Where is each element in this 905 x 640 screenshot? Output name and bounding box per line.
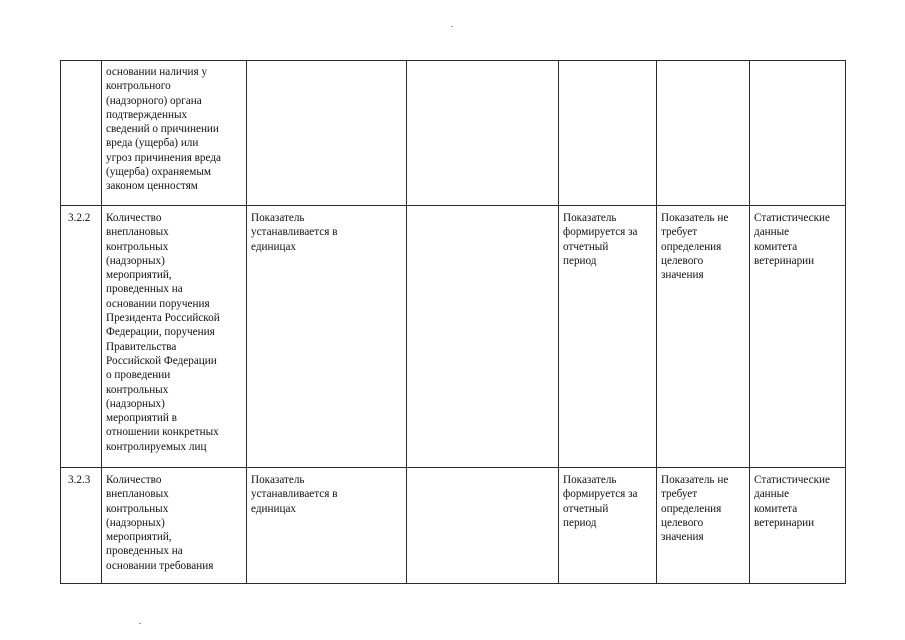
period-cell: Показатель формируется за отчетный период <box>563 474 638 529</box>
source-cell: Статистические данные комитета ветеринарии <box>754 212 830 267</box>
row-divider <box>60 205 846 206</box>
target-cell: Показатель не требует определения целевого значения <box>661 212 729 282</box>
indicator-cell: Количество внеплановых контрольных (надзорных) мероприятий, проведенных на основании поручения Президента Российской Федерации, поручения Правительства Российской Федерации о проведении контрольных (надзорных) мероприятий в отношении конкретных контролируемых лиц <box>106 212 220 453</box>
column-divider <box>656 60 657 583</box>
scan-speck <box>139 623 141 624</box>
target-cell: Показатель не требует определения целевого значения <box>661 474 729 544</box>
column-divider <box>60 60 61 583</box>
table-border-top <box>60 60 846 61</box>
column-divider <box>749 60 750 583</box>
table-border-bottom <box>60 583 846 584</box>
column-divider <box>246 60 247 583</box>
column-divider <box>558 60 559 583</box>
source-cell: Статистические данные комитета ветеринарии <box>754 474 830 529</box>
row-number: 3.2.2 <box>68 212 91 224</box>
period-cell: Показатель формируется за отчетный период <box>563 212 638 267</box>
scan-speck <box>451 26 453 27</box>
indicator-cell: Количество внеплановых контрольных (надзорных) мероприятий, проведенных на основании требования <box>106 474 214 572</box>
row-divider <box>60 467 846 468</box>
table-border-right <box>845 60 846 583</box>
indicator-cell: основании наличия у контрольного (надзорного) органа подтвержденных сведений о причинении вреда (ущерба) или угроз причинения вреда (ущерба) охраняемым законом ценностям <box>106 66 221 193</box>
unit-cell: Показатель устанавливается в единицах <box>251 474 338 515</box>
column-divider <box>406 60 407 583</box>
row-number: 3.2.3 <box>68 474 91 486</box>
column-divider <box>101 60 102 583</box>
unit-cell: Показатель устанавливается в единицах <box>251 212 338 253</box>
